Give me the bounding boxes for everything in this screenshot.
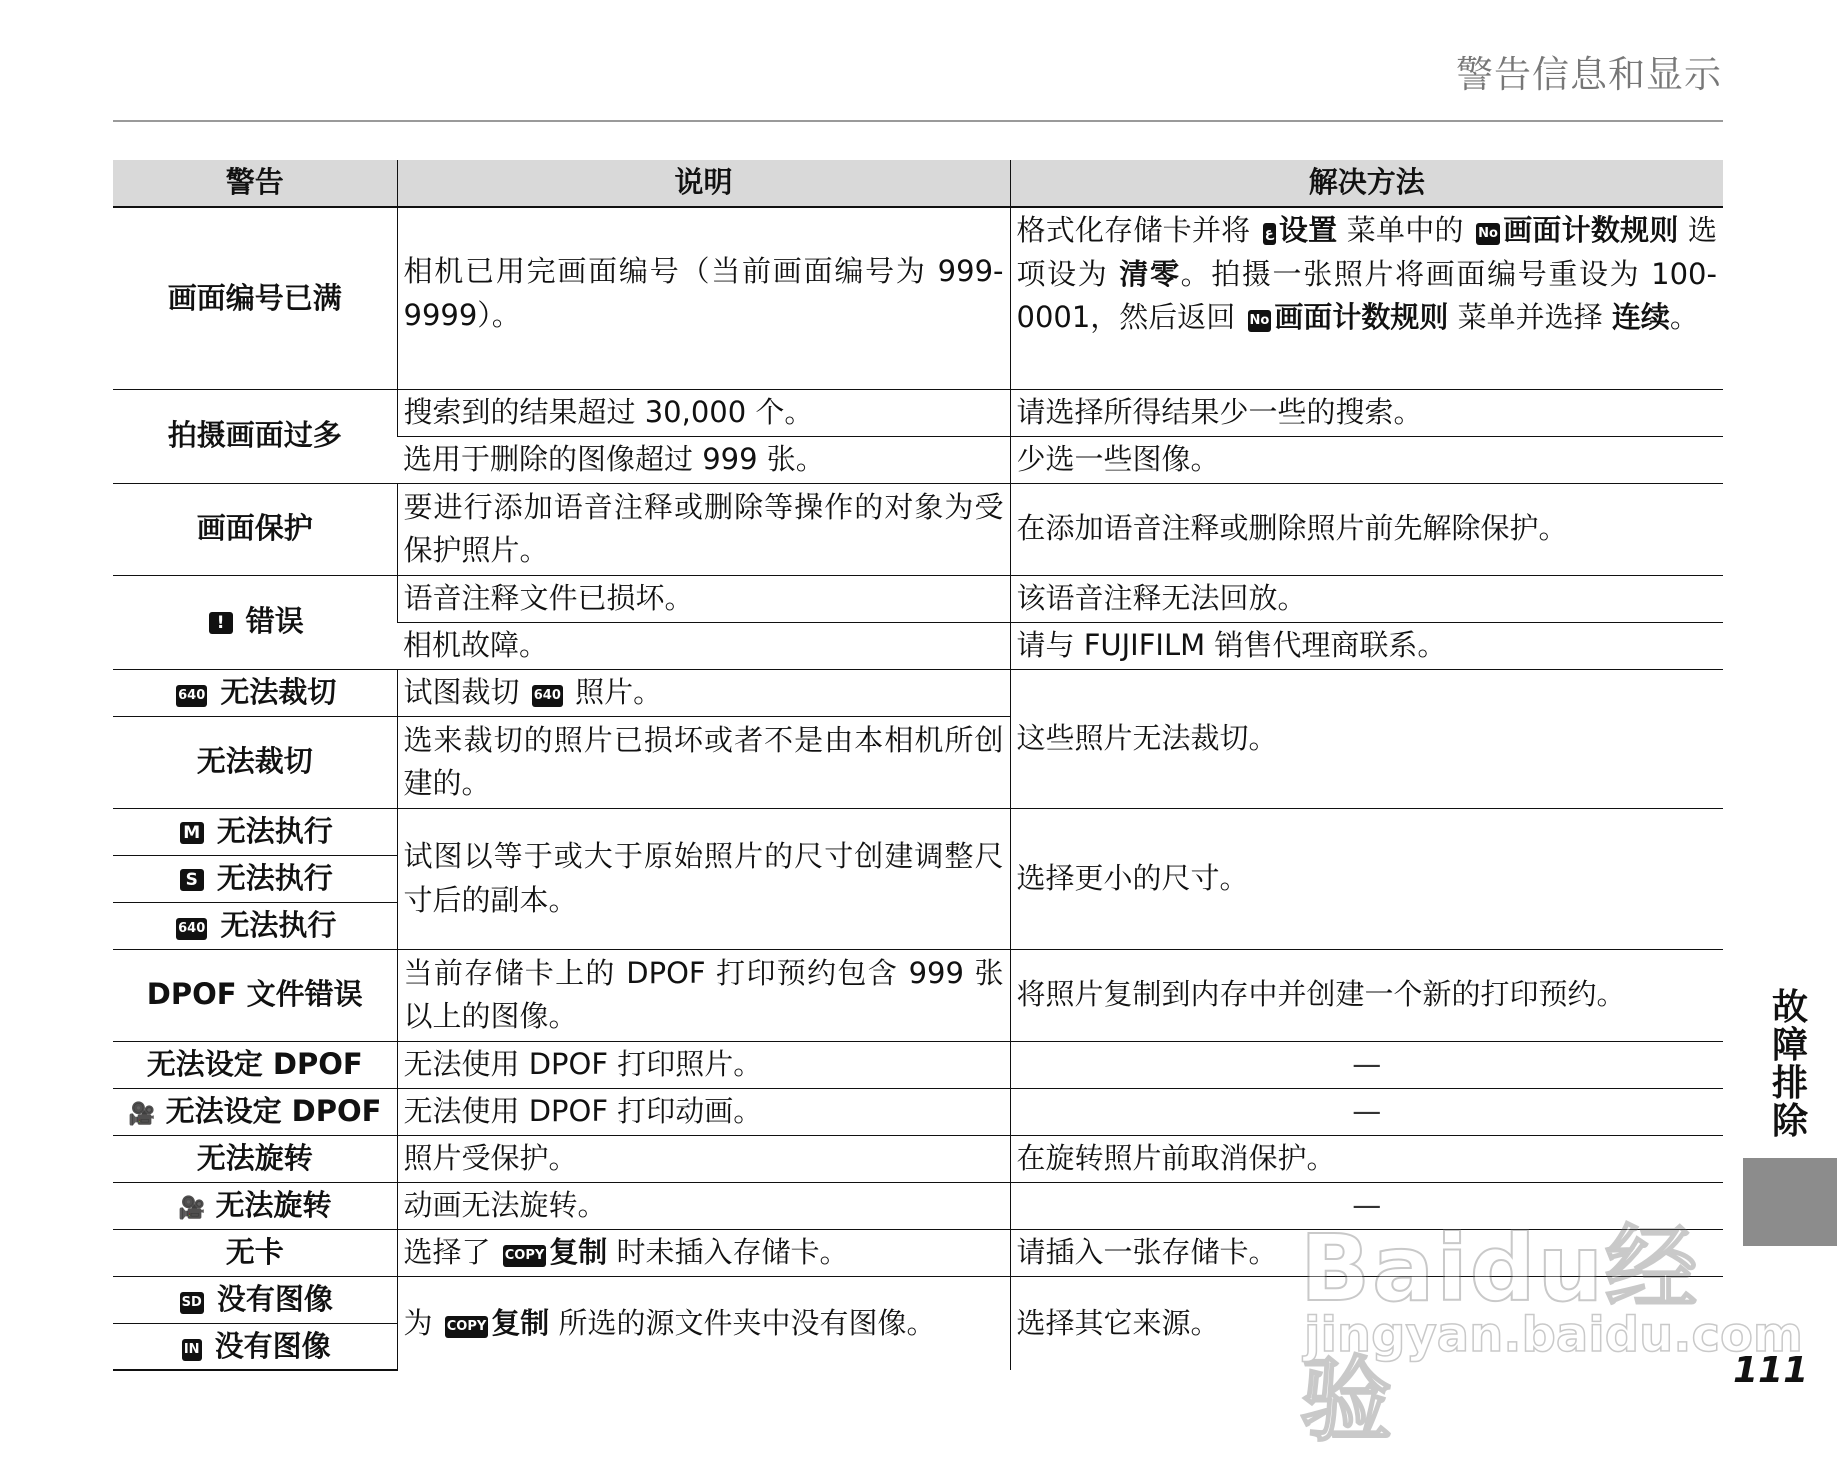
table-row <box>113 1088 1723 1135</box>
warning-text: 无法执行 <box>216 860 333 895</box>
header-divider <box>113 120 1723 122</box>
solution-text: 格式化存储卡并将 <box>1016 213 1251 247</box>
table-row <box>113 949 1723 1041</box>
table-row <box>113 483 1723 575</box>
solution-cell: — <box>1010 1182 1723 1229</box>
movie-icon: 🎥 <box>128 1101 156 1127</box>
warning-text: 无法裁切 <box>196 744 313 779</box>
table-row <box>113 669 1723 716</box>
description-cell: 选来裁切的照片已损坏或者不是由本相机所创建的。 <box>397 716 1010 808</box>
warning-cell <box>113 669 397 716</box>
table-row <box>113 207 1723 389</box>
column-header-warning: 警告 <box>113 160 397 207</box>
option-value: 连续 <box>1611 300 1670 334</box>
warning-text: 无法设定 DPOF <box>146 1046 363 1081</box>
table-row <box>113 575 1723 622</box>
menu-name: 复制 <box>549 1234 608 1269</box>
warning-text: 画面编号已满 <box>167 280 342 315</box>
solution-text: 。 <box>1669 300 1699 334</box>
warning-cell <box>113 207 397 389</box>
warning-cell <box>113 389 397 483</box>
solution-cell: 将照片复制到内存中并创建一个新的打印预约。 <box>1010 949 1723 1041</box>
menu-name: 设置 <box>1278 213 1338 247</box>
description-cell <box>397 669 1010 716</box>
description-text: 照片。 <box>575 674 663 709</box>
description-cell: 照片受保护。 <box>397 1135 1010 1182</box>
protect-icon: ! <box>209 612 233 634</box>
description-cell: 试图以等于或大于原始照片的尺寸创建调整尺寸后的副本。 <box>397 808 1010 949</box>
warning-cell <box>113 483 397 575</box>
copy-icon: COPY <box>445 1316 489 1338</box>
description-cell <box>397 1229 1010 1276</box>
size-m-icon: M <box>180 822 204 844</box>
warning-text: 无法执行 <box>220 907 337 942</box>
warning-text: DPOF 文件错误 <box>146 977 363 1012</box>
warning-cell <box>113 1323 397 1370</box>
warning-cell <box>113 1182 397 1229</box>
side-tab-char: 故 <box>1771 987 1808 1028</box>
side-tab-char: 排 <box>1771 1063 1808 1104</box>
description-cell: 无法使用 DPOF 打印照片。 <box>397 1041 1010 1088</box>
size-640-icon: 640 <box>176 918 207 940</box>
option-name: 画面计数规则 <box>1502 213 1679 247</box>
table-row <box>113 389 1723 436</box>
frame-number-icon: No <box>1476 223 1500 245</box>
solution-cell: 选择其它来源。 <box>1010 1276 1723 1370</box>
solution-cell: 在旋转照片前取消保护。 <box>1010 1135 1723 1182</box>
watermark-url: jingyan.baidu.com <box>1304 1307 1803 1363</box>
page-number: 111 <box>1733 1350 1809 1391</box>
table-row <box>113 1135 1723 1182</box>
size-640-icon: 640 <box>176 685 207 707</box>
description-cell <box>397 1276 1010 1370</box>
warning-cell <box>113 902 397 949</box>
warning-text: 无法旋转 <box>196 1140 313 1175</box>
warning-cell <box>113 855 397 902</box>
option-value: 清零 <box>1119 256 1181 291</box>
warning-text: 无法旋转 <box>215 1187 332 1222</box>
column-header-description: 说明 <box>397 160 1010 207</box>
size-s-icon: S <box>180 869 204 891</box>
solution-cell <box>1010 207 1723 389</box>
settings-icon: ع <box>1263 223 1276 245</box>
warning-text: 拍摄画面过多 <box>167 418 342 453</box>
menu-name: 复制 <box>491 1305 550 1340</box>
warning-text: 错误 <box>245 604 304 639</box>
warning-text: 无卡 <box>225 1234 284 1269</box>
description-text: 为 <box>403 1305 433 1340</box>
table-header-row <box>113 160 1723 207</box>
warning-table <box>113 160 1723 1371</box>
description-text: 试图裁切 <box>403 674 520 709</box>
description-cell: 当前存储卡上的 DPOF 打印预约包含 999 张以上的图像。 <box>397 949 1010 1041</box>
solution-cell: 少选一些图像。 <box>1010 436 1723 483</box>
solution-cell: — <box>1010 1041 1723 1088</box>
sd-card-icon: SD <box>180 1292 204 1314</box>
watermark-logo-text: Baidu经验 <box>1300 1215 1700 1454</box>
description-cell: 搜索到的结果超过 30,000 个。 <box>397 389 1010 436</box>
description-cell: 相机故障。 <box>397 622 1010 669</box>
solution-text: 。拍摄一张照片将画面编号重设为 100-0001，然后返回 <box>1016 256 1717 334</box>
movie-icon: 🎥 <box>177 1195 206 1221</box>
warning-cell <box>113 808 397 855</box>
warning-text: 没有图像 <box>214 1328 331 1363</box>
side-tab-marker <box>1743 1158 1837 1246</box>
solution-cell: 请插入一张存储卡。 <box>1010 1229 1723 1276</box>
frame-number-icon: No <box>1248 310 1272 332</box>
warning-text: 无法执行 <box>216 813 333 848</box>
solution-cell: 这些照片无法裁切。 <box>1010 669 1723 808</box>
table-row <box>113 1276 1723 1323</box>
description-cell: 动画无法旋转。 <box>397 1182 1010 1229</box>
description-cell: 要进行添加语音注释或删除等操作的对象为受保护照片。 <box>397 483 1010 575</box>
description-cell: 选用于删除的图像超过 999 张。 <box>397 436 1010 483</box>
table-row <box>113 1229 1723 1276</box>
section-side-tab <box>1743 987 1837 1142</box>
solution-cell: 选择更小的尺寸。 <box>1010 808 1723 949</box>
warning-cell <box>113 1041 397 1088</box>
side-tab-char: 除 <box>1771 1101 1808 1142</box>
solution-cell: 请选择所得结果少一些的搜索。 <box>1010 389 1723 436</box>
warning-text: 无法设定 DPOF <box>165 1093 382 1128</box>
table-row <box>113 1182 1723 1229</box>
page-header-title: 警告信息和显示 <box>1456 53 1722 96</box>
option-name: 画面计数规则 <box>1274 300 1449 334</box>
warning-cell <box>113 1229 397 1276</box>
warning-cell <box>113 1276 397 1323</box>
warning-cell <box>113 575 397 669</box>
column-header-solution: 解决方法 <box>1010 160 1723 207</box>
table-row <box>113 808 1723 855</box>
warning-text: 画面保护 <box>196 511 313 546</box>
description-text: 所选的源文件夹中没有图像。 <box>558 1305 936 1340</box>
description-cell <box>397 207 1010 389</box>
description-text: 时未插入存储卡。 <box>616 1234 849 1269</box>
table-row <box>113 1041 1723 1088</box>
solution-cell: — <box>1010 1088 1723 1135</box>
side-tab-char: 障 <box>1771 1025 1808 1066</box>
size-640-icon: 640 <box>532 685 563 707</box>
description-cell: 语音注释文件已损坏。 <box>397 575 1010 622</box>
solution-cell: 在添加语音注释或删除照片前先解除保护。 <box>1010 483 1723 575</box>
solution-text: 菜单并选择 <box>1457 300 1603 334</box>
solution-cell: 请与 FUJIFILM 销售代理商联系。 <box>1010 622 1723 669</box>
warning-cell <box>113 716 397 808</box>
warning-text: 无法裁切 <box>220 674 337 709</box>
solution-text: 菜单中的 <box>1346 213 1464 247</box>
description-cell: 无法使用 DPOF 打印动画。 <box>397 1088 1010 1135</box>
solution-text: 选项设为 <box>1016 213 1718 291</box>
warning-cell <box>113 949 397 1041</box>
warning-cell <box>113 1135 397 1182</box>
solution-cell: 该语音注释无法回放。 <box>1010 575 1723 622</box>
internal-memory-icon: IN <box>182 1339 202 1361</box>
warning-text: 没有图像 <box>216 1281 333 1316</box>
warning-cell <box>113 1088 397 1135</box>
description-text: 选择了 <box>403 1234 491 1269</box>
copy-icon: COPY <box>503 1245 547 1267</box>
description-text: 相机已用完画面编号（当前画面编号为 999-9999）。 <box>403 254 1004 332</box>
